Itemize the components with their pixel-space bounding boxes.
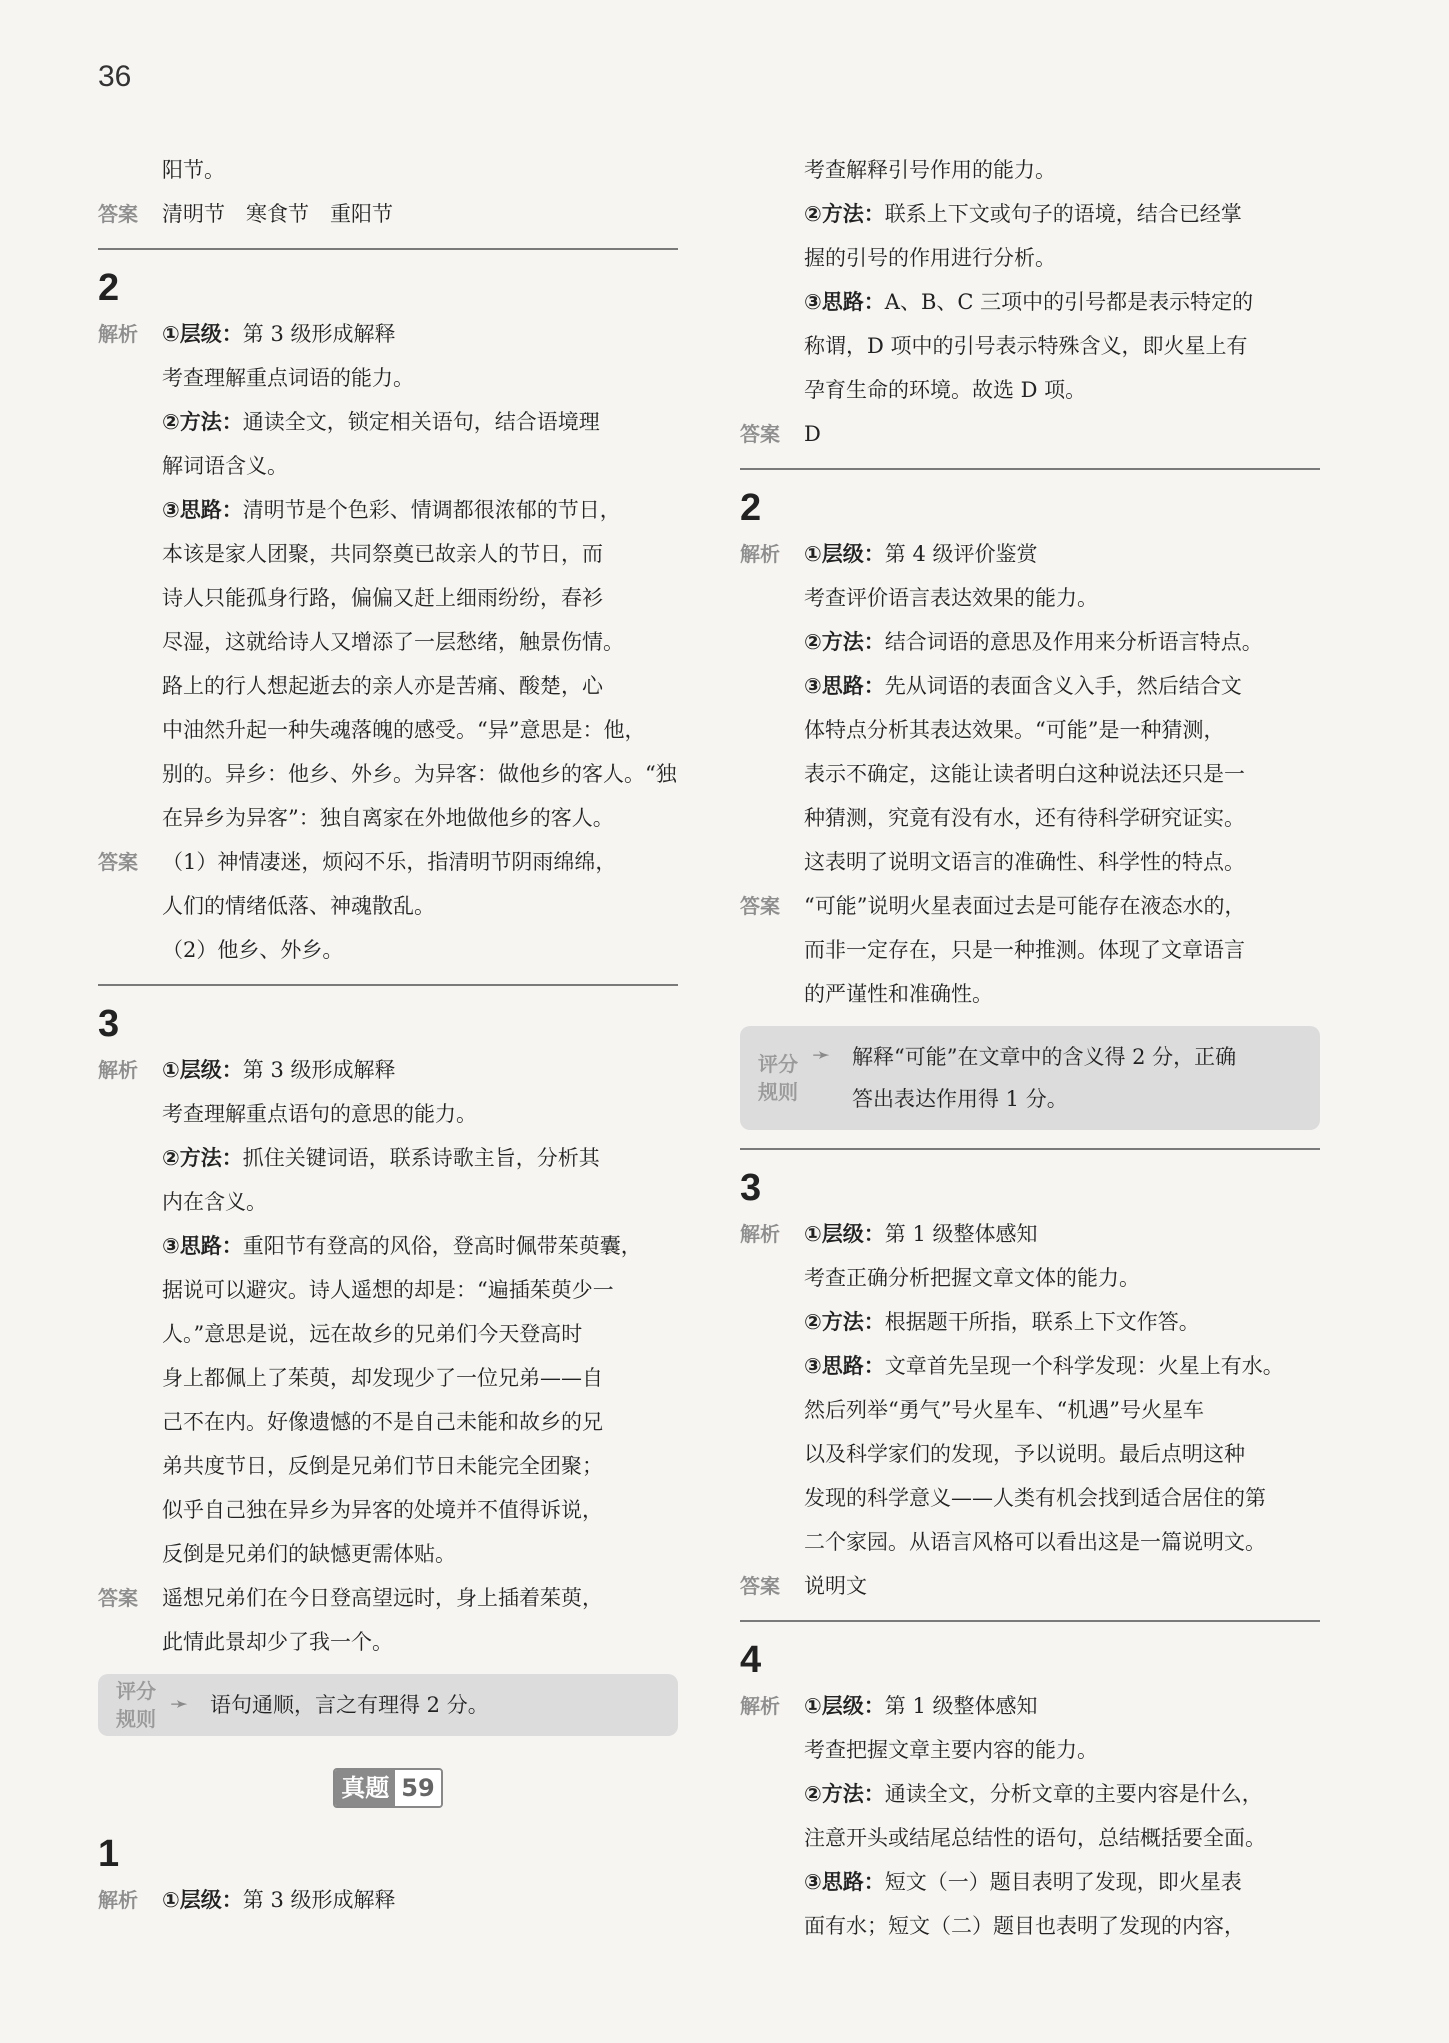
left-column bbox=[98, 148, 678, 1922]
method-line bbox=[98, 1136, 678, 1180]
question-number: 1 bbox=[98, 1833, 120, 1875]
method-line: 握的引号的作用进行分析。 bbox=[804, 246, 1056, 270]
thought-label: ③思路： bbox=[804, 674, 885, 698]
method-text: 根据题干所指，联系上下文作答。 bbox=[884, 1310, 1200, 1334]
answer-text: （1）神情凄迷，烦闷不乐，指清明节阴雨绵绵， bbox=[162, 850, 617, 874]
level-label: ①层级： bbox=[162, 322, 243, 346]
analysis-tag: 解析 bbox=[98, 1888, 138, 1912]
analysis-tag: 解析 bbox=[98, 1058, 138, 1082]
answer-line: 的严谨性和准确性。 bbox=[804, 982, 993, 1006]
method-line: 解词语含义。 bbox=[162, 454, 288, 478]
level-desc: 考查评价语言表达效果的能力。 bbox=[804, 586, 1098, 610]
divider bbox=[98, 984, 678, 986]
method-label: ②方法： bbox=[804, 202, 885, 226]
answer-line bbox=[98, 1576, 678, 1620]
thought-text: 清明节是个色彩、情调都很浓郁的节日， bbox=[242, 498, 621, 522]
method-line: 注意开头或结尾总结性的语句，总结概括要全面。 bbox=[804, 1826, 1266, 1850]
zhenti-label: 真题 bbox=[335, 1770, 395, 1806]
level-label: ①层级： bbox=[804, 1222, 885, 1246]
method-label: ②方法： bbox=[804, 1782, 885, 1806]
analysis-tag: 解析 bbox=[740, 542, 780, 566]
divider bbox=[740, 1620, 1320, 1622]
thought-line: 己不在内。好像遗憾的不是自己未能和故乡的兄 bbox=[162, 1410, 603, 1434]
thought-line bbox=[740, 1860, 1320, 1904]
level-text: 第 3 级形成解释 bbox=[242, 1888, 396, 1912]
method-line bbox=[740, 192, 1320, 236]
thought-label: ③思路： bbox=[804, 290, 885, 314]
thought-line bbox=[740, 1344, 1320, 1388]
answer-text: 遥想兄弟们在今日登高望远时，身上插着茱萸， bbox=[162, 1586, 603, 1610]
thought-line: 发现的科学意义——人类有机会找到适合居住的第 bbox=[804, 1486, 1266, 1510]
level-desc: 考查正确分析把握文章文体的能力。 bbox=[804, 1266, 1140, 1290]
thought-line: 路上的行人想起逝去的亲人亦是苦痛、酸楚，心 bbox=[162, 674, 603, 698]
analysis-tag: 解析 bbox=[740, 1694, 780, 1718]
level-text: 第 4 级评价鉴赏 bbox=[884, 542, 1038, 566]
score-rule-tag: 评分 规则 bbox=[758, 1052, 798, 1104]
answer-text: 清明节 寒食节 重阳节 bbox=[162, 202, 393, 226]
level-label: ①层级： bbox=[804, 1694, 885, 1718]
thought-line: 体特点分析其表达效果。“可能”是一种猜测， bbox=[804, 718, 1225, 742]
answer-line: 人们的情绪低落、神魂散乱。 bbox=[162, 894, 435, 918]
level-line bbox=[740, 532, 1320, 576]
zhenti-section-header bbox=[98, 1768, 678, 1812]
answer-tag: 答案 bbox=[740, 422, 780, 446]
level-text: 第 1 级整体感知 bbox=[884, 1694, 1038, 1718]
thought-line bbox=[98, 1224, 678, 1268]
method-line bbox=[740, 1772, 1320, 1816]
divider bbox=[740, 1148, 1320, 1150]
score-rule-text: 语句通顺，言之有理得 2 分。 bbox=[210, 1693, 489, 1717]
method-label: ②方法： bbox=[804, 630, 885, 654]
thought-text: 先从词语的表面含义入手，然后结合文 bbox=[884, 674, 1242, 698]
analysis-tag: 解析 bbox=[740, 1222, 780, 1246]
divider bbox=[98, 248, 678, 250]
score-rule-text: 解释“可能”在文章中的含义得 2 分，正确 bbox=[852, 1045, 1237, 1069]
answer-line bbox=[98, 840, 678, 884]
thought-line: 表示不确定，这能让读者明白这种说法还只是一 bbox=[804, 762, 1245, 786]
level-desc: 考查理解重点语句的意思的能力。 bbox=[162, 1102, 477, 1126]
intro-line: 阳节。 bbox=[162, 158, 225, 182]
right-column bbox=[740, 148, 1320, 1948]
thought-text: A、B、C 三项中的引号都是表示特定的 bbox=[884, 290, 1254, 314]
zhenti-number: 59 bbox=[395, 1770, 440, 1806]
thought-line: 据说可以避灾。诗人遥想的却是：“遍插茱萸少一 bbox=[162, 1278, 614, 1302]
method-label: ②方法： bbox=[162, 1146, 243, 1170]
level-desc: 考查解释引号作用的能力。 bbox=[804, 158, 1056, 182]
score-rule-tag: 评分 规则 bbox=[116, 1679, 156, 1731]
method-label: ②方法： bbox=[804, 1310, 885, 1334]
method-line: 内在含义。 bbox=[162, 1190, 267, 1214]
score-rule-box bbox=[98, 1674, 678, 1736]
answer-line: 而非一定存在，只是一种推测。体现了文章语言 bbox=[804, 938, 1245, 962]
thought-line: 种猜测，究竟有没有水，还有待科学研究证实。 bbox=[804, 806, 1245, 830]
method-text: 结合词语的意思及作用来分析语言特点。 bbox=[884, 630, 1263, 654]
thought-line: 似乎自己独在异乡为异客的处境并不值得诉说， bbox=[162, 1498, 603, 1522]
level-desc: 考查把握文章主要内容的能力。 bbox=[804, 1738, 1098, 1762]
level-text: 第 3 级形成解释 bbox=[242, 322, 396, 346]
method-label: ②方法： bbox=[162, 410, 243, 434]
thought-label: ③思路： bbox=[804, 1870, 885, 1894]
thought-line: 人。”意思是说，远在故乡的兄弟们今天登高时 bbox=[162, 1322, 583, 1346]
method-text: 通读全文，分析文章的主要内容是什么， bbox=[884, 1782, 1263, 1806]
thought-line: 这表明了说明文语言的准确性、科学性的特点。 bbox=[804, 850, 1245, 874]
answer-tag: 答案 bbox=[740, 1574, 780, 1598]
answer-line bbox=[740, 1564, 1320, 1608]
answer-line bbox=[740, 884, 1320, 928]
thought-text: 文章首先呈现一个科学发现：火星上有水。 bbox=[884, 1354, 1284, 1378]
answer-tag: 答案 bbox=[98, 202, 138, 226]
thought-line: 别的。异乡：他乡、外乡。为异客：做他乡的客人。“独 bbox=[162, 762, 677, 786]
method-text: 联系上下文或句子的语境，结合已经掌 bbox=[884, 202, 1242, 226]
level-label: ①层级： bbox=[162, 1058, 243, 1082]
level-line bbox=[740, 1212, 1320, 1256]
method-line bbox=[98, 400, 678, 444]
score-rule-box bbox=[740, 1026, 1320, 1130]
thought-line: 反倒是兄弟们的缺憾更需体贴。 bbox=[162, 1542, 456, 1566]
analysis-tag: 解析 bbox=[98, 322, 138, 346]
question-number: 3 bbox=[98, 1003, 120, 1045]
thought-line bbox=[98, 488, 678, 532]
question-number: 4 bbox=[740, 1639, 762, 1681]
question-number: 2 bbox=[740, 487, 762, 529]
thought-line: 尽湿，这就给诗人又增添了一层愁绪，触景伤情。 bbox=[162, 630, 624, 654]
level-line bbox=[98, 1048, 678, 1092]
thought-text: 重阳节有登高的风俗，登高时佩带茱萸囊， bbox=[242, 1234, 642, 1258]
thought-line: 孕育生命的环境。故选 D 项。 bbox=[804, 378, 1087, 402]
thought-line: 弟共度节日，反倒是兄弟们节日未能完全团聚； bbox=[162, 1454, 603, 1478]
arrow-icon: ➛ bbox=[170, 1692, 189, 1717]
thought-line: 称谓，D 项中的引号表示特殊含义，即火星上有 bbox=[804, 334, 1248, 358]
thought-text: 短文（一）题目表明了发现，即火星表 bbox=[884, 1870, 1242, 1894]
answer-line: 此情此景却少了我一个。 bbox=[162, 1630, 393, 1654]
thought-line: 中油然升起一种失魂落魄的感受。“异”意思是：他， bbox=[162, 718, 646, 742]
answer-tag: 答案 bbox=[98, 850, 138, 874]
method-line bbox=[740, 620, 1320, 664]
thought-line: 面有水；短文（二）题目也表明了发现的内容， bbox=[804, 1914, 1245, 1938]
level-desc: 考查理解重点词语的能力。 bbox=[162, 366, 414, 390]
thought-line: 在异乡为异客”：独自离家在外地做他乡的客人。 bbox=[162, 806, 614, 830]
answer-text: D bbox=[804, 422, 821, 446]
thought-line: 然后列举“勇气”号火星车、“机遇”号火星车 bbox=[804, 1398, 1204, 1422]
level-label: ①层级： bbox=[162, 1888, 243, 1912]
answer-tag: 答案 bbox=[740, 894, 780, 918]
level-text: 第 1 级整体感知 bbox=[884, 1222, 1038, 1246]
thought-line: 二个家园。从语言风格可以看出这是一篇说明文。 bbox=[804, 1530, 1266, 1554]
answer-text: “可能”说明火星表面过去是可能存在液态水的， bbox=[804, 894, 1246, 918]
score-rule-text: 答出表达作用得 1 分。 bbox=[852, 1087, 1068, 1111]
level-line bbox=[98, 312, 678, 356]
answer-text: 说明文 bbox=[804, 1574, 867, 1598]
answer-line: （2）他乡、外乡。 bbox=[162, 938, 344, 962]
level-label: ①层级： bbox=[804, 542, 885, 566]
divider bbox=[740, 468, 1320, 470]
answer-tag: 答案 bbox=[98, 1586, 138, 1610]
method-text: 抓住关键词语，联系诗歌主旨，分析其 bbox=[242, 1146, 600, 1170]
thought-line: 本该是家人团聚，共同祭奠已故亲人的节日，而 bbox=[162, 542, 603, 566]
thought-line bbox=[740, 664, 1320, 708]
level-text: 第 3 级形成解释 bbox=[242, 1058, 396, 1082]
thought-line bbox=[740, 280, 1320, 324]
question-number: 2 bbox=[98, 267, 120, 309]
thought-line: 以及科学家们的发现，予以说明。最后点明这种 bbox=[804, 1442, 1245, 1466]
answer-1 bbox=[98, 192, 678, 236]
arrow-icon: ➛ bbox=[812, 1043, 831, 1068]
thought-label: ③思路： bbox=[162, 498, 243, 522]
method-line bbox=[740, 1300, 1320, 1344]
method-text: 通读全文，锁定相关语句，结合语境理 bbox=[242, 410, 600, 434]
thought-line: 诗人只能孤身行路，偏偏又赶上细雨纷纷，春衫 bbox=[162, 586, 603, 610]
thought-line: 身上都佩上了茱萸，却发现少了一位兄弟——自 bbox=[162, 1366, 603, 1390]
thought-label: ③思路： bbox=[804, 1354, 885, 1378]
level-line bbox=[98, 1878, 678, 1922]
thought-label: ③思路： bbox=[162, 1234, 243, 1258]
question-number: 3 bbox=[740, 1167, 762, 1209]
answer-line bbox=[740, 412, 1320, 456]
page-number: 36 bbox=[98, 60, 132, 93]
zhenti-badge bbox=[333, 1768, 442, 1808]
level-line bbox=[740, 1684, 1320, 1728]
